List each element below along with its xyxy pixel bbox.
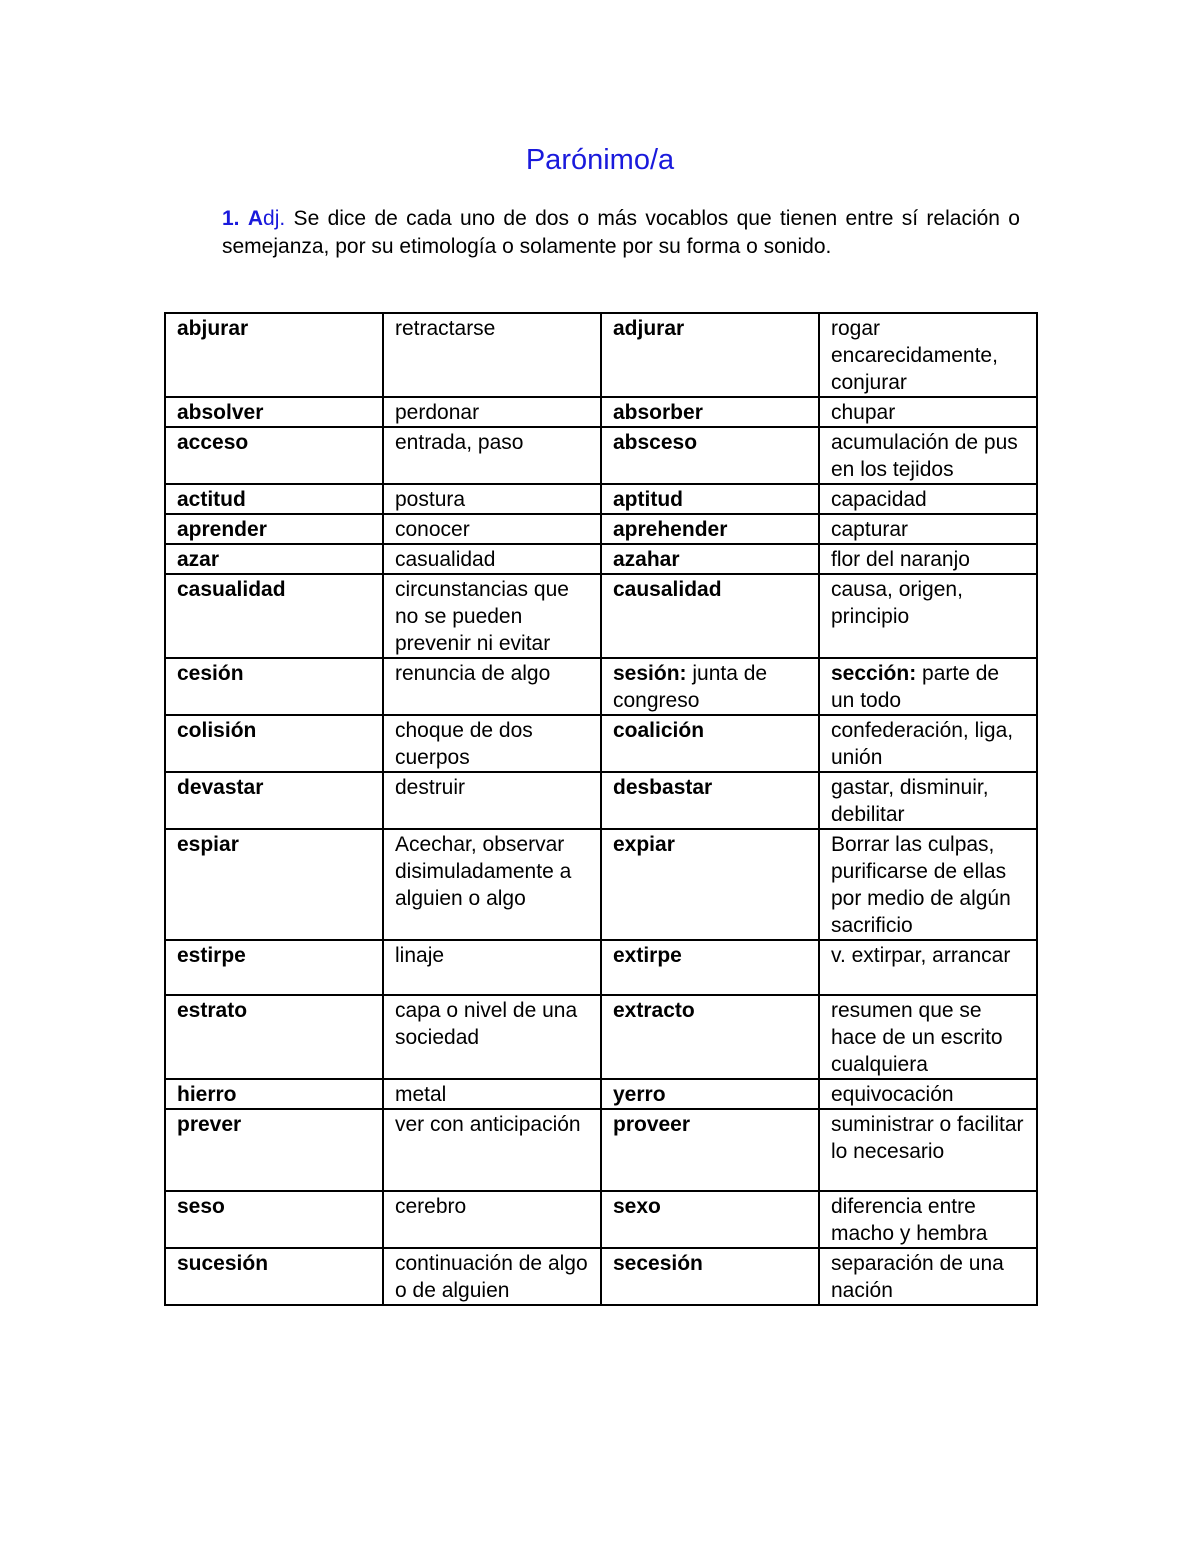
- paronym-meaning-cell: chupar: [819, 397, 1037, 427]
- paronym-meaning-cell: confederación, liga, unión: [819, 715, 1037, 772]
- word-cell: sucesión: [165, 1248, 383, 1305]
- word-cell: colisión: [165, 715, 383, 772]
- paronym-cell: proveer: [601, 1109, 819, 1191]
- table-row: [165, 940, 1037, 995]
- word-cell: estrato: [165, 995, 383, 1079]
- meaning-cell: entrada, paso: [383, 427, 601, 484]
- paronym-term: sección:: [831, 662, 917, 685]
- meaning-cell: ver con anticipación: [383, 1109, 601, 1191]
- meaning-cell: metal: [383, 1079, 601, 1109]
- paronym-meaning-cell: diferencia entre macho y hembra: [819, 1191, 1037, 1248]
- word-cell: cesión: [165, 658, 383, 715]
- table-row: [165, 995, 1037, 1079]
- paronym-meaning-cell: acumulación de pus en los tejidos: [819, 427, 1037, 484]
- paronym-cell: desbastar: [601, 772, 819, 829]
- word-cell: prever: [165, 1109, 383, 1191]
- paronym-cell: [601, 658, 819, 715]
- word-cell: aprender: [165, 514, 383, 544]
- paronym-cell: extracto: [601, 995, 819, 1079]
- paronym-cell: extirpe: [601, 940, 819, 995]
- table-row: [165, 1191, 1037, 1248]
- table-row: [165, 715, 1037, 772]
- paronym-meaning-cell: v. extirpar, arrancar: [819, 940, 1037, 995]
- paronym-meaning-cell: capturar: [819, 514, 1037, 544]
- paronym-cell: aprehender: [601, 514, 819, 544]
- paronym-cell: azahar: [601, 544, 819, 574]
- paronym-cell: yerro: [601, 1079, 819, 1109]
- meaning-cell: retractarse: [383, 313, 601, 397]
- word-cell: espiar: [165, 829, 383, 940]
- table-row: [165, 313, 1037, 397]
- word-cell: hierro: [165, 1079, 383, 1109]
- paronym-definition: junta de congreso: [613, 662, 768, 712]
- paronym-meaning-cell: separación de una nación: [819, 1248, 1037, 1305]
- word-cell: casualidad: [165, 574, 383, 658]
- definition-abbr-rest: dj.: [263, 207, 286, 230]
- meaning-cell: perdonar: [383, 397, 601, 427]
- table-row: [165, 397, 1037, 427]
- meaning-cell: renuncia de algo: [383, 658, 601, 715]
- table-row: [165, 772, 1037, 829]
- word-cell: estirpe: [165, 940, 383, 995]
- paronym-cell: adjurar: [601, 313, 819, 397]
- word-cell: devastar: [165, 772, 383, 829]
- paronyms-table: [164, 312, 1038, 1306]
- paronym-meaning-cell: capacidad: [819, 484, 1037, 514]
- paronym-cell: expiar: [601, 829, 819, 940]
- paronym-meaning-cell: flor del naranjo: [819, 544, 1037, 574]
- word-cell: absolver: [165, 397, 383, 427]
- meaning-cell: postura: [383, 484, 601, 514]
- definition-abbr-initial: A: [247, 207, 264, 230]
- meaning-cell: circunstancias que no se pueden prevenir ni evitar: [383, 574, 601, 658]
- table-row: [165, 544, 1037, 574]
- meaning-cell: linaje: [383, 940, 601, 995]
- paronym-meaning-cell: resumen que se hace de un escrito cualquiera: [819, 995, 1037, 1079]
- definition-paragraph: [222, 205, 1020, 261]
- word-cell: abjurar: [165, 313, 383, 397]
- paronym-meaning-cell: gastar, disminuir, debilitar: [819, 772, 1037, 829]
- table-row: [165, 829, 1037, 940]
- paronym-definition: parte de un todo: [831, 662, 1000, 712]
- meaning-cell: Acechar, observar disimuladamente a alguien o algo: [383, 829, 601, 940]
- word-cell: acceso: [165, 427, 383, 484]
- meaning-cell: cerebro: [383, 1191, 601, 1248]
- paronym-cell: sexo: [601, 1191, 819, 1248]
- word-cell: azar: [165, 544, 383, 574]
- page-title: Parónimo/a: [525, 144, 675, 176]
- paronym-meaning-cell: Borrar las culpas, purificarse de ellas por medio de algún sacrificio: [819, 829, 1037, 940]
- paronym-cell: absceso: [601, 427, 819, 484]
- paronym-cell: aptitud: [601, 484, 819, 514]
- table-row: [165, 1248, 1037, 1305]
- definition-text: Se dice de cada uno de dos o más vocablos que tienen entre sí relación o semejanza, por su etimología o solamente por su forma o sonido.: [222, 207, 1020, 258]
- meaning-cell: conocer: [383, 514, 601, 544]
- paronym-meaning-cell: suministrar o facilitar lo necesario: [819, 1109, 1037, 1191]
- paronym-cell: coalición: [601, 715, 819, 772]
- table-row: [165, 514, 1037, 544]
- meaning-cell: choque de dos cuerpos: [383, 715, 601, 772]
- paronym-meaning-cell: rogar encarecidamente, conjurar: [819, 313, 1037, 397]
- meaning-cell: casualidad: [383, 544, 601, 574]
- paronym-cell: secesión: [601, 1248, 819, 1305]
- meaning-cell: destruir: [383, 772, 601, 829]
- paronym-meaning-cell: [819, 658, 1037, 715]
- paronym-term: sesión:: [613, 662, 687, 685]
- definition-number: 1.: [222, 207, 240, 230]
- paronym-meaning-cell: causa, origen, principio: [819, 574, 1037, 658]
- table-row: [165, 1109, 1037, 1191]
- table-row: [165, 427, 1037, 484]
- paronym-cell: absorber: [601, 397, 819, 427]
- table-row: [165, 484, 1037, 514]
- table-row: [165, 1079, 1037, 1109]
- paronym-cell: causalidad: [601, 574, 819, 658]
- table-row: [165, 658, 1037, 715]
- paronym-meaning-cell: equivocación: [819, 1079, 1037, 1109]
- table-row: [165, 574, 1037, 658]
- word-cell: seso: [165, 1191, 383, 1248]
- meaning-cell: continuación de algo o de alguien: [383, 1248, 601, 1305]
- meaning-cell: capa o nivel de una sociedad: [383, 995, 601, 1079]
- word-cell: actitud: [165, 484, 383, 514]
